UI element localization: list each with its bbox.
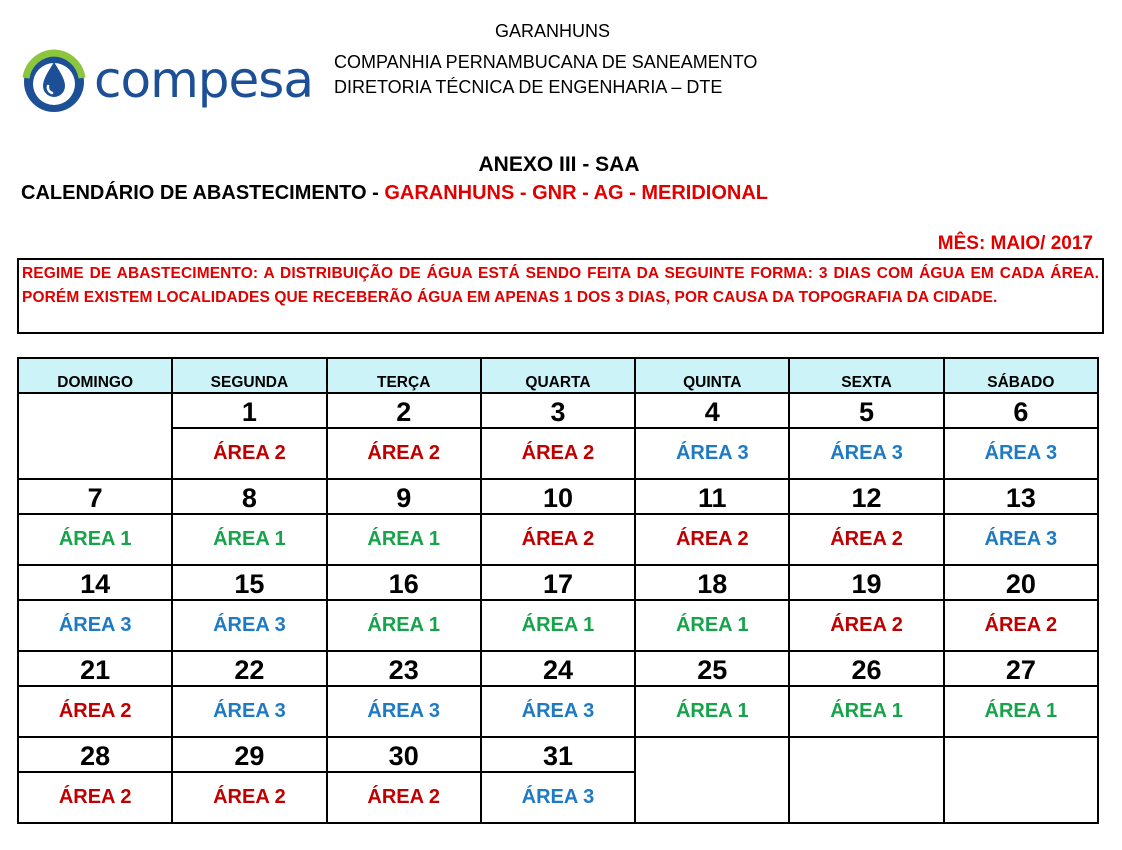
day-number: 22: [172, 651, 326, 686]
empty-day-cell: [635, 737, 789, 823]
day-number: 10: [481, 479, 635, 514]
day-area: ÁREA 2: [789, 514, 943, 565]
day-area: ÁREA 2: [18, 772, 172, 823]
day-area: ÁREA 2: [481, 428, 635, 479]
week-area-row: [18, 428, 1098, 479]
day-area: ÁREA 1: [327, 600, 481, 651]
empty-day-cell: [944, 737, 1098, 823]
header-company: COMPANHIA PERNAMBUCANA DE SANEAMENTO: [334, 52, 758, 72]
day-number: 27: [944, 651, 1098, 686]
week-day-row: [18, 479, 1098, 514]
day-number: 23: [327, 651, 481, 686]
day-number: 19: [789, 565, 943, 600]
day-area: ÁREA 1: [327, 514, 481, 565]
calendar-title: [21, 180, 768, 206]
day-number: 21: [18, 651, 172, 686]
day-number: 18: [635, 565, 789, 600]
day-number: 6: [944, 393, 1098, 428]
day-number: 5: [789, 393, 943, 428]
day-number: 13: [944, 479, 1098, 514]
weekday-header: QUINTA: [635, 358, 789, 393]
weekday-header: DOMINGO: [18, 358, 172, 393]
header-directorate: DIRETORIA TÉCNICA DE ENGENHARIA – DTE: [334, 77, 723, 97]
day-area: ÁREA 1: [172, 514, 326, 565]
day-area: ÁREA 3: [18, 600, 172, 651]
annex-title: ANEXO III - SAA: [478, 153, 640, 176]
day-area: ÁREA 1: [944, 686, 1098, 737]
day-area: ÁREA 1: [635, 600, 789, 651]
day-number: 26: [789, 651, 943, 686]
calendar-title-location: GARANHUNS - GNR - AG - MERIDIONAL: [384, 182, 769, 204]
logo-wordmark: compesa: [94, 51, 313, 109]
weekday-header: SEXTA: [789, 358, 943, 393]
week-area-row: [18, 514, 1098, 565]
day-number: 12: [789, 479, 943, 514]
day-area: ÁREA 3: [481, 686, 635, 737]
day-area: ÁREA 3: [789, 428, 943, 479]
weekday-header-row: [18, 358, 1098, 393]
day-number: 28: [18, 737, 172, 772]
day-number: 7: [18, 479, 172, 514]
day-number: 29: [172, 737, 326, 772]
day-number: 11: [635, 479, 789, 514]
day-area: ÁREA 2: [944, 600, 1098, 651]
regime-box: REGIME DE ABASTECIMENTO: A DISTRIBUIÇÃO DE ÁGUA ESTÁ SENDO FEITA DA SEGUINTE FORMA: 3 DIAS COM ÁGUA EM CADA ÁREA. PORÉM EXISTEM LOCALIDADES QUE RECEBERÃO ÁGUA EM APENAS 1 DOS 3 DIAS, POR CAUSA DA TOPOGRAFIA DA CIDADE.: [17, 258, 1104, 334]
water-drop-icon: [22, 48, 88, 114]
day-area: ÁREA 2: [481, 514, 635, 565]
day-area: ÁREA 2: [172, 772, 326, 823]
week-day-row: [18, 393, 1098, 428]
day-number: 17: [481, 565, 635, 600]
day-number: 20: [944, 565, 1098, 600]
week-area-row: [18, 600, 1098, 651]
day-number: 9: [327, 479, 481, 514]
day-area: ÁREA 1: [18, 514, 172, 565]
day-area: ÁREA 2: [172, 428, 326, 479]
day-area: ÁREA 3: [481, 772, 635, 823]
week-day-row: [18, 565, 1098, 600]
day-area: ÁREA 3: [327, 686, 481, 737]
day-area: ÁREA 3: [944, 514, 1098, 565]
day-area: ÁREA 2: [18, 686, 172, 737]
day-area: ÁREA 1: [789, 686, 943, 737]
month-label: MÊS: MAIO/ 2017: [937, 233, 1093, 254]
day-area: ÁREA 1: [635, 686, 789, 737]
weekday-header: SEGUNDA: [172, 358, 326, 393]
weekday-header: TERÇA: [327, 358, 481, 393]
day-area: ÁREA 2: [789, 600, 943, 651]
header-city: GARANHUNS: [495, 21, 611, 41]
empty-day-cell: [18, 393, 172, 479]
weekday-header: QUARTA: [481, 358, 635, 393]
week-area-row: [18, 686, 1098, 737]
day-area: ÁREA 3: [944, 428, 1098, 479]
day-number: 24: [481, 651, 635, 686]
day-area: ÁREA 3: [172, 600, 326, 651]
weekday-header: SÁBADO: [944, 358, 1098, 393]
day-area: ÁREA 3: [635, 428, 789, 479]
day-area: ÁREA 2: [327, 772, 481, 823]
empty-day-cell: [789, 737, 943, 823]
calendar-body: [18, 393, 1098, 823]
calendar-title-prefix: CALENDÁRIO DE ABASTECIMENTO -: [21, 182, 385, 204]
day-number: 1: [172, 393, 326, 428]
compesa-logo: [22, 48, 313, 114]
day-number: 8: [172, 479, 326, 514]
day-number: 3: [481, 393, 635, 428]
day-number: 31: [481, 737, 635, 772]
day-number: 30: [327, 737, 481, 772]
week-day-row: [18, 737, 1098, 772]
day-number: 14: [18, 565, 172, 600]
day-number: 4: [635, 393, 789, 428]
day-number: 25: [635, 651, 789, 686]
supply-calendar: [17, 357, 1099, 824]
day-number: 15: [172, 565, 326, 600]
day-area: ÁREA 1: [481, 600, 635, 651]
week-day-row: [18, 651, 1098, 686]
day-number: 2: [327, 393, 481, 428]
day-area: ÁREA 2: [327, 428, 481, 479]
day-area: ÁREA 2: [635, 514, 789, 565]
day-area: ÁREA 3: [172, 686, 326, 737]
day-number: 16: [327, 565, 481, 600]
